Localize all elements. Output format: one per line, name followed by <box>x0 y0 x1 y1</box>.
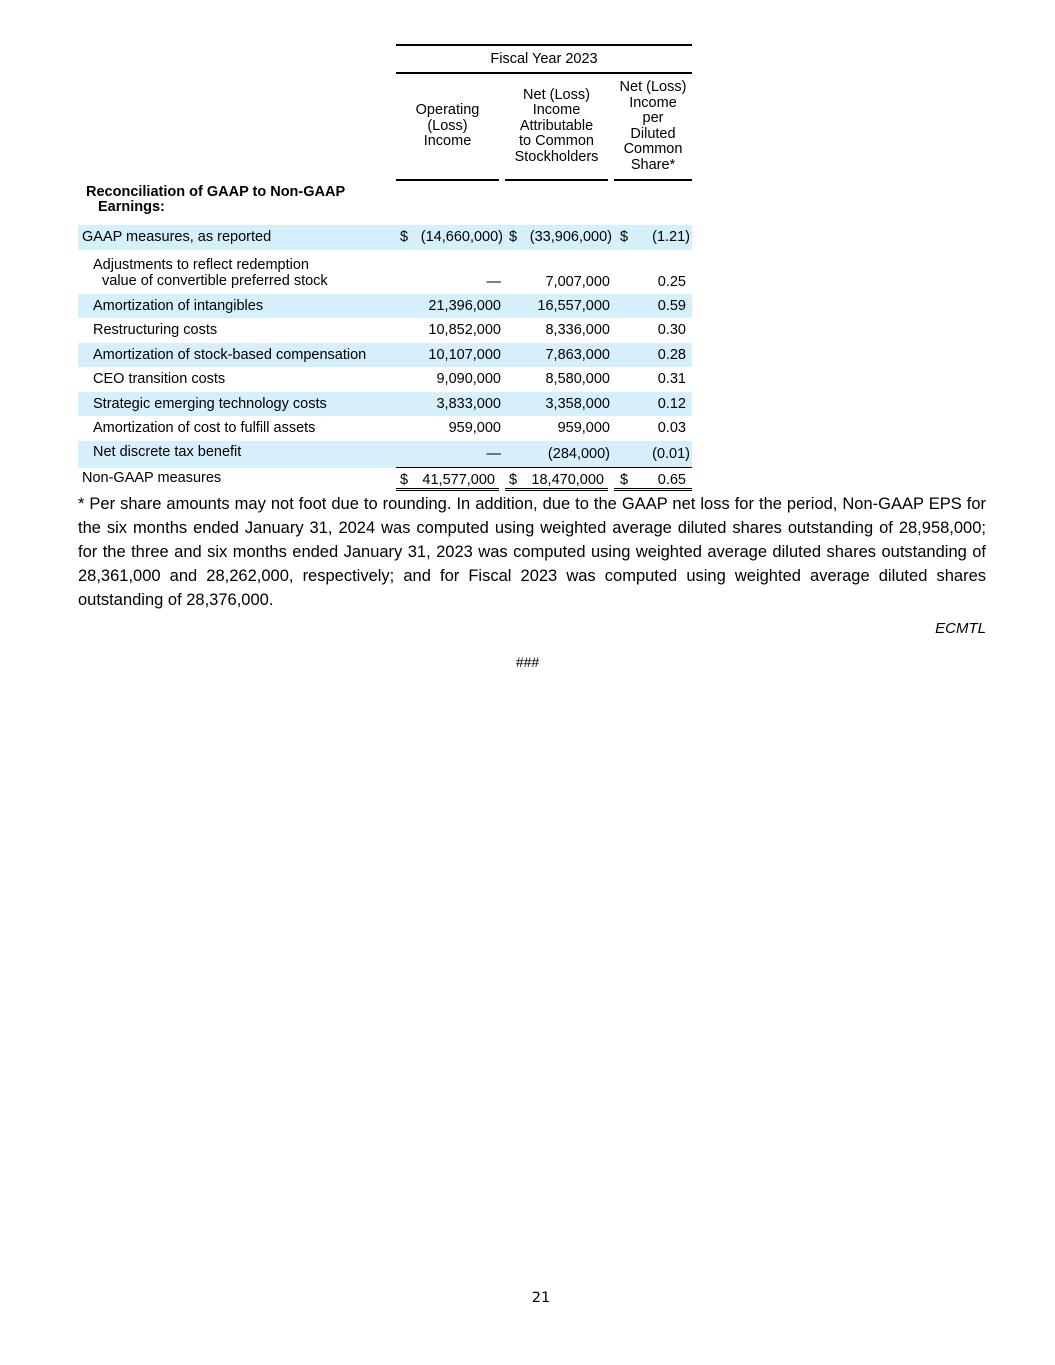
reconciliation-table-container <box>78 44 692 495</box>
currency-symbol: $ <box>509 229 518 246</box>
net-income-value: 8,580,000 <box>545 371 610 388</box>
currency-symbol: $ <box>620 471 629 488</box>
net-income-value: 16,557,000 <box>505 294 614 319</box>
row-label: Amortization of stock-based compensation <box>78 343 396 368</box>
eps-value: 0.03 <box>657 420 686 437</box>
eps-value: 0.59 <box>614 294 692 319</box>
table-row <box>78 416 692 441</box>
operating-value: 959,000 <box>448 420 501 437</box>
eps-value: 0.25 <box>657 273 686 290</box>
gaap-row <box>78 225 692 250</box>
nongaap-row <box>78 468 692 495</box>
column-header-row <box>78 74 692 181</box>
reconciliation-table <box>78 44 692 495</box>
eps-value: 0.12 <box>614 392 692 417</box>
net-income-value: 959,000 <box>557 420 610 437</box>
operating-value: 10,107,000 <box>396 343 505 368</box>
net-income-value: 7,863,000 <box>505 343 614 368</box>
net-income-value: (33,906,000) <box>529 229 612 246</box>
operating-value: — <box>396 441 505 469</box>
table-row <box>78 367 692 392</box>
row-label: Strategic emerging technology costs <box>78 392 396 417</box>
row-label: Net discrete tax benefit <box>78 441 396 469</box>
table-row <box>78 343 692 368</box>
footnote: * Per share amounts may not foot due to rounding. In addition, due to the GAAP net loss for the period, Non-GAAP EPS for the six months ended January 31, 2024 was computed using weighted average diluted shares outstanding of 28,958,000; for the three and six months ended January 31, 2023 was computed using weighted average diluted shares outstanding of 28,361,000 and 28,262,000, respectively; and for Fiscal 2023 was computed using weighted average diluted shares outstanding of 28,376,000. <box>78 495 986 609</box>
eps-value: (1.21) <box>652 229 690 246</box>
net-income-header: Net (Loss) Income Attributable to Common Stockholders <box>505 74 614 181</box>
operating-income-header: Operating (Loss) Income <box>396 74 505 181</box>
eps-value: 0.65 <box>657 471 686 488</box>
row-label: Amortization of cost to fulfill assets <box>93 420 316 437</box>
table-row <box>78 318 692 343</box>
page-number: 21 <box>531 1290 551 1306</box>
row-label: Adjustments to reflect redemption value of convertible preferred stock <box>93 257 328 289</box>
eps-value: 0.31 <box>657 371 686 388</box>
period-header-row <box>78 44 692 74</box>
eps-value: (0.01) <box>614 441 692 469</box>
net-income-value: 3,358,000 <box>505 392 614 417</box>
operating-value: 9,090,000 <box>436 371 501 388</box>
currency-symbol: $ <box>400 229 409 246</box>
ticker-tag: ECMTL <box>935 620 986 637</box>
table-row <box>78 441 692 469</box>
row-label: CEO transition costs <box>93 371 226 388</box>
currency-symbol: $ <box>620 229 629 246</box>
operating-value: 10,852,000 <box>428 322 501 339</box>
row-label: Amortization of intangibles <box>78 294 396 319</box>
operating-value: 3,833,000 <box>396 392 505 417</box>
section-title-row <box>78 181 692 225</box>
row-label: Non-GAAP measures <box>82 470 222 486</box>
net-income-value: 7,007,000 <box>545 273 610 290</box>
section-title: Reconciliation of GAAP to Non-GAAP Earnings: <box>86 184 346 215</box>
row-label: GAAP measures, as reported <box>78 225 396 250</box>
end-marker: ### <box>515 654 540 670</box>
net-income-value: 18,470,000 <box>531 471 604 488</box>
table-row <box>78 392 692 417</box>
period-header: Fiscal Year 2023 <box>396 44 692 74</box>
operating-value: 21,396,000 <box>396 294 505 319</box>
currency-symbol: $ <box>400 471 409 488</box>
operating-value: (14,660,000) <box>420 229 503 246</box>
operating-value: 41,577,000 <box>422 471 495 488</box>
currency-symbol: $ <box>509 471 518 488</box>
eps-value: 0.30 <box>657 322 686 339</box>
net-income-value: (284,000) <box>505 441 614 469</box>
eps-value: 0.28 <box>614 343 692 368</box>
table-row <box>78 294 692 319</box>
table-row <box>78 250 692 294</box>
eps-header: Net (Loss) Income per Diluted Common Share* <box>614 74 692 181</box>
net-income-value: 8,336,000 <box>545 322 610 339</box>
operating-value: — <box>486 273 501 290</box>
row-label: Restructuring costs <box>93 322 218 339</box>
